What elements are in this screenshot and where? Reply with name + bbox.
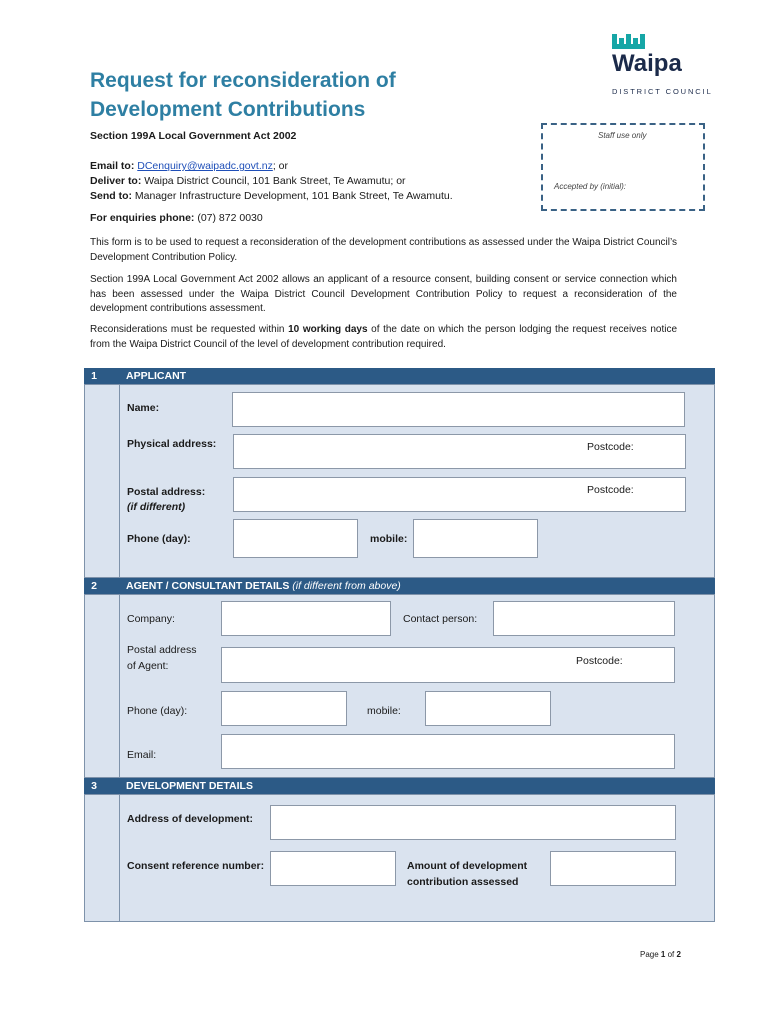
agent-email-input[interactable] [221,734,675,769]
consent-reference-label: Consent reference number: [127,860,265,872]
send-label: Send to: [90,190,132,202]
postal-address-input[interactable] [233,477,686,512]
phone-day-input[interactable] [233,519,358,558]
mobile-input[interactable] [413,519,538,558]
section-paragraph: Section 199A Local Government Act 2002 allows an applicant of a resource consent, building consent or service connection which has been assessed under the Waipa District Council Development Contribution Policy to request a reconsideration of the development contributions assessment. [90,274,677,314]
agent-mobile-label: mobile: [367,705,401,717]
deliver-line [90,174,406,189]
postal-address-label: Postal address: [127,486,206,498]
section-1-number: 1 [91,370,97,382]
amount-label-2: contribution assessed [407,876,519,888]
section-1-divider [119,384,120,578]
email-label: Email to: [90,160,135,172]
postal-if-different: (if different) [127,501,186,513]
section-3-divider [119,794,120,922]
amount-input[interactable] [550,851,676,886]
name-input[interactable] [232,392,685,427]
contact-person-input[interactable] [493,601,675,636]
section-2-title [126,578,401,594]
intro-paragraph: This form is to be used to request a reconsideration of the development contributions as assessed under the Waipa District Council’s Development Contribution Policy. [90,237,677,263]
email-line [90,159,288,174]
enquiries-label: For enquiries phone: [90,212,195,224]
enquiries-phone: (07) 872 0030 [194,212,263,224]
agent-phone-input[interactable] [221,691,347,726]
section-1-header [84,368,715,384]
page-title [90,66,510,124]
agent-phone-label: Phone (day): [127,705,188,717]
company-input[interactable] [221,601,391,636]
section-3-header [84,778,715,794]
section-2-header [84,578,715,594]
logo-subtitle: DISTRICT COUNCIL [612,87,713,96]
phone-day-label: Phone (day): [127,533,191,545]
agent-postcode-label: Postcode: [576,655,623,667]
deadline-paragraph [90,323,677,352]
agent-postal-label-2: of Agent: [127,660,169,672]
section-1-title: APPLICANT [126,370,187,382]
title-line-1: Request for reconsideration of [90,69,396,92]
company-label: Company: [127,613,175,625]
development-address-input[interactable] [270,805,676,840]
deadline-pre: Reconsiderations must be requested within [90,324,289,335]
accepted-by-label: Accepted by (initial): [554,182,627,191]
section-3-title: DEVELOPMENT DETAILS [126,780,253,792]
agent-email-label: Email: [127,749,157,761]
page-current: 1 [660,950,666,959]
section-2-title-main: AGENT / CONSULTANT DETAILS [126,580,290,592]
deadline-post: of the date on which the person lodging the request receives notice from the Waipa District Council of the level of development contribution required. [90,324,678,350]
consent-reference-input[interactable] [270,851,396,886]
physical-postcode-label: Postcode: [587,441,634,453]
email-link[interactable]: DCenquiry@waipadc.govt.nz [137,160,273,172]
mobile-label: mobile: [370,533,408,545]
section-3-number: 3 [91,780,97,792]
page-prefix: Page [640,950,661,959]
section-2-divider [119,594,120,778]
amount-label-1: Amount of development [407,860,528,872]
page-number [640,950,681,959]
physical-address-label: Physical address: [127,438,217,450]
agent-postal-label-1: Postal address [127,644,197,656]
title-line-2: Development Contributions [90,98,366,121]
logo-wordmark: Waipa [612,50,682,77]
deadline-bold: 10 working days [288,324,368,335]
email-suffix: ; or [272,160,288,172]
contact-person-label: Contact person: [403,613,478,625]
phone-line [90,211,263,226]
section-2-title-sub: (if different from above) [292,580,401,592]
act-reference: Section 199A Local Government Act 2002 [90,130,297,142]
deliver-value: Waipa District Council, 101 Bank Street, Te Awamutu; or [141,175,406,187]
name-label: Name: [127,402,160,414]
page-total: 2 [676,950,681,959]
postal-postcode-label: Postcode: [587,484,634,496]
section-2-number: 2 [91,580,97,592]
development-address-label: Address of development: [127,813,254,825]
physical-address-input[interactable] [233,434,686,469]
send-line [90,189,453,204]
agent-postal-input[interactable] [221,647,675,683]
agent-mobile-input[interactable] [425,691,551,726]
deliver-label: Deliver to: [90,175,142,187]
send-value: Manager Infrastructure Development, 101 Bank Street, Te Awamutu. [132,190,453,202]
staff-use-label: Staff use only [598,131,647,140]
castle-icon [612,34,645,49]
page-mid: of [665,950,677,959]
